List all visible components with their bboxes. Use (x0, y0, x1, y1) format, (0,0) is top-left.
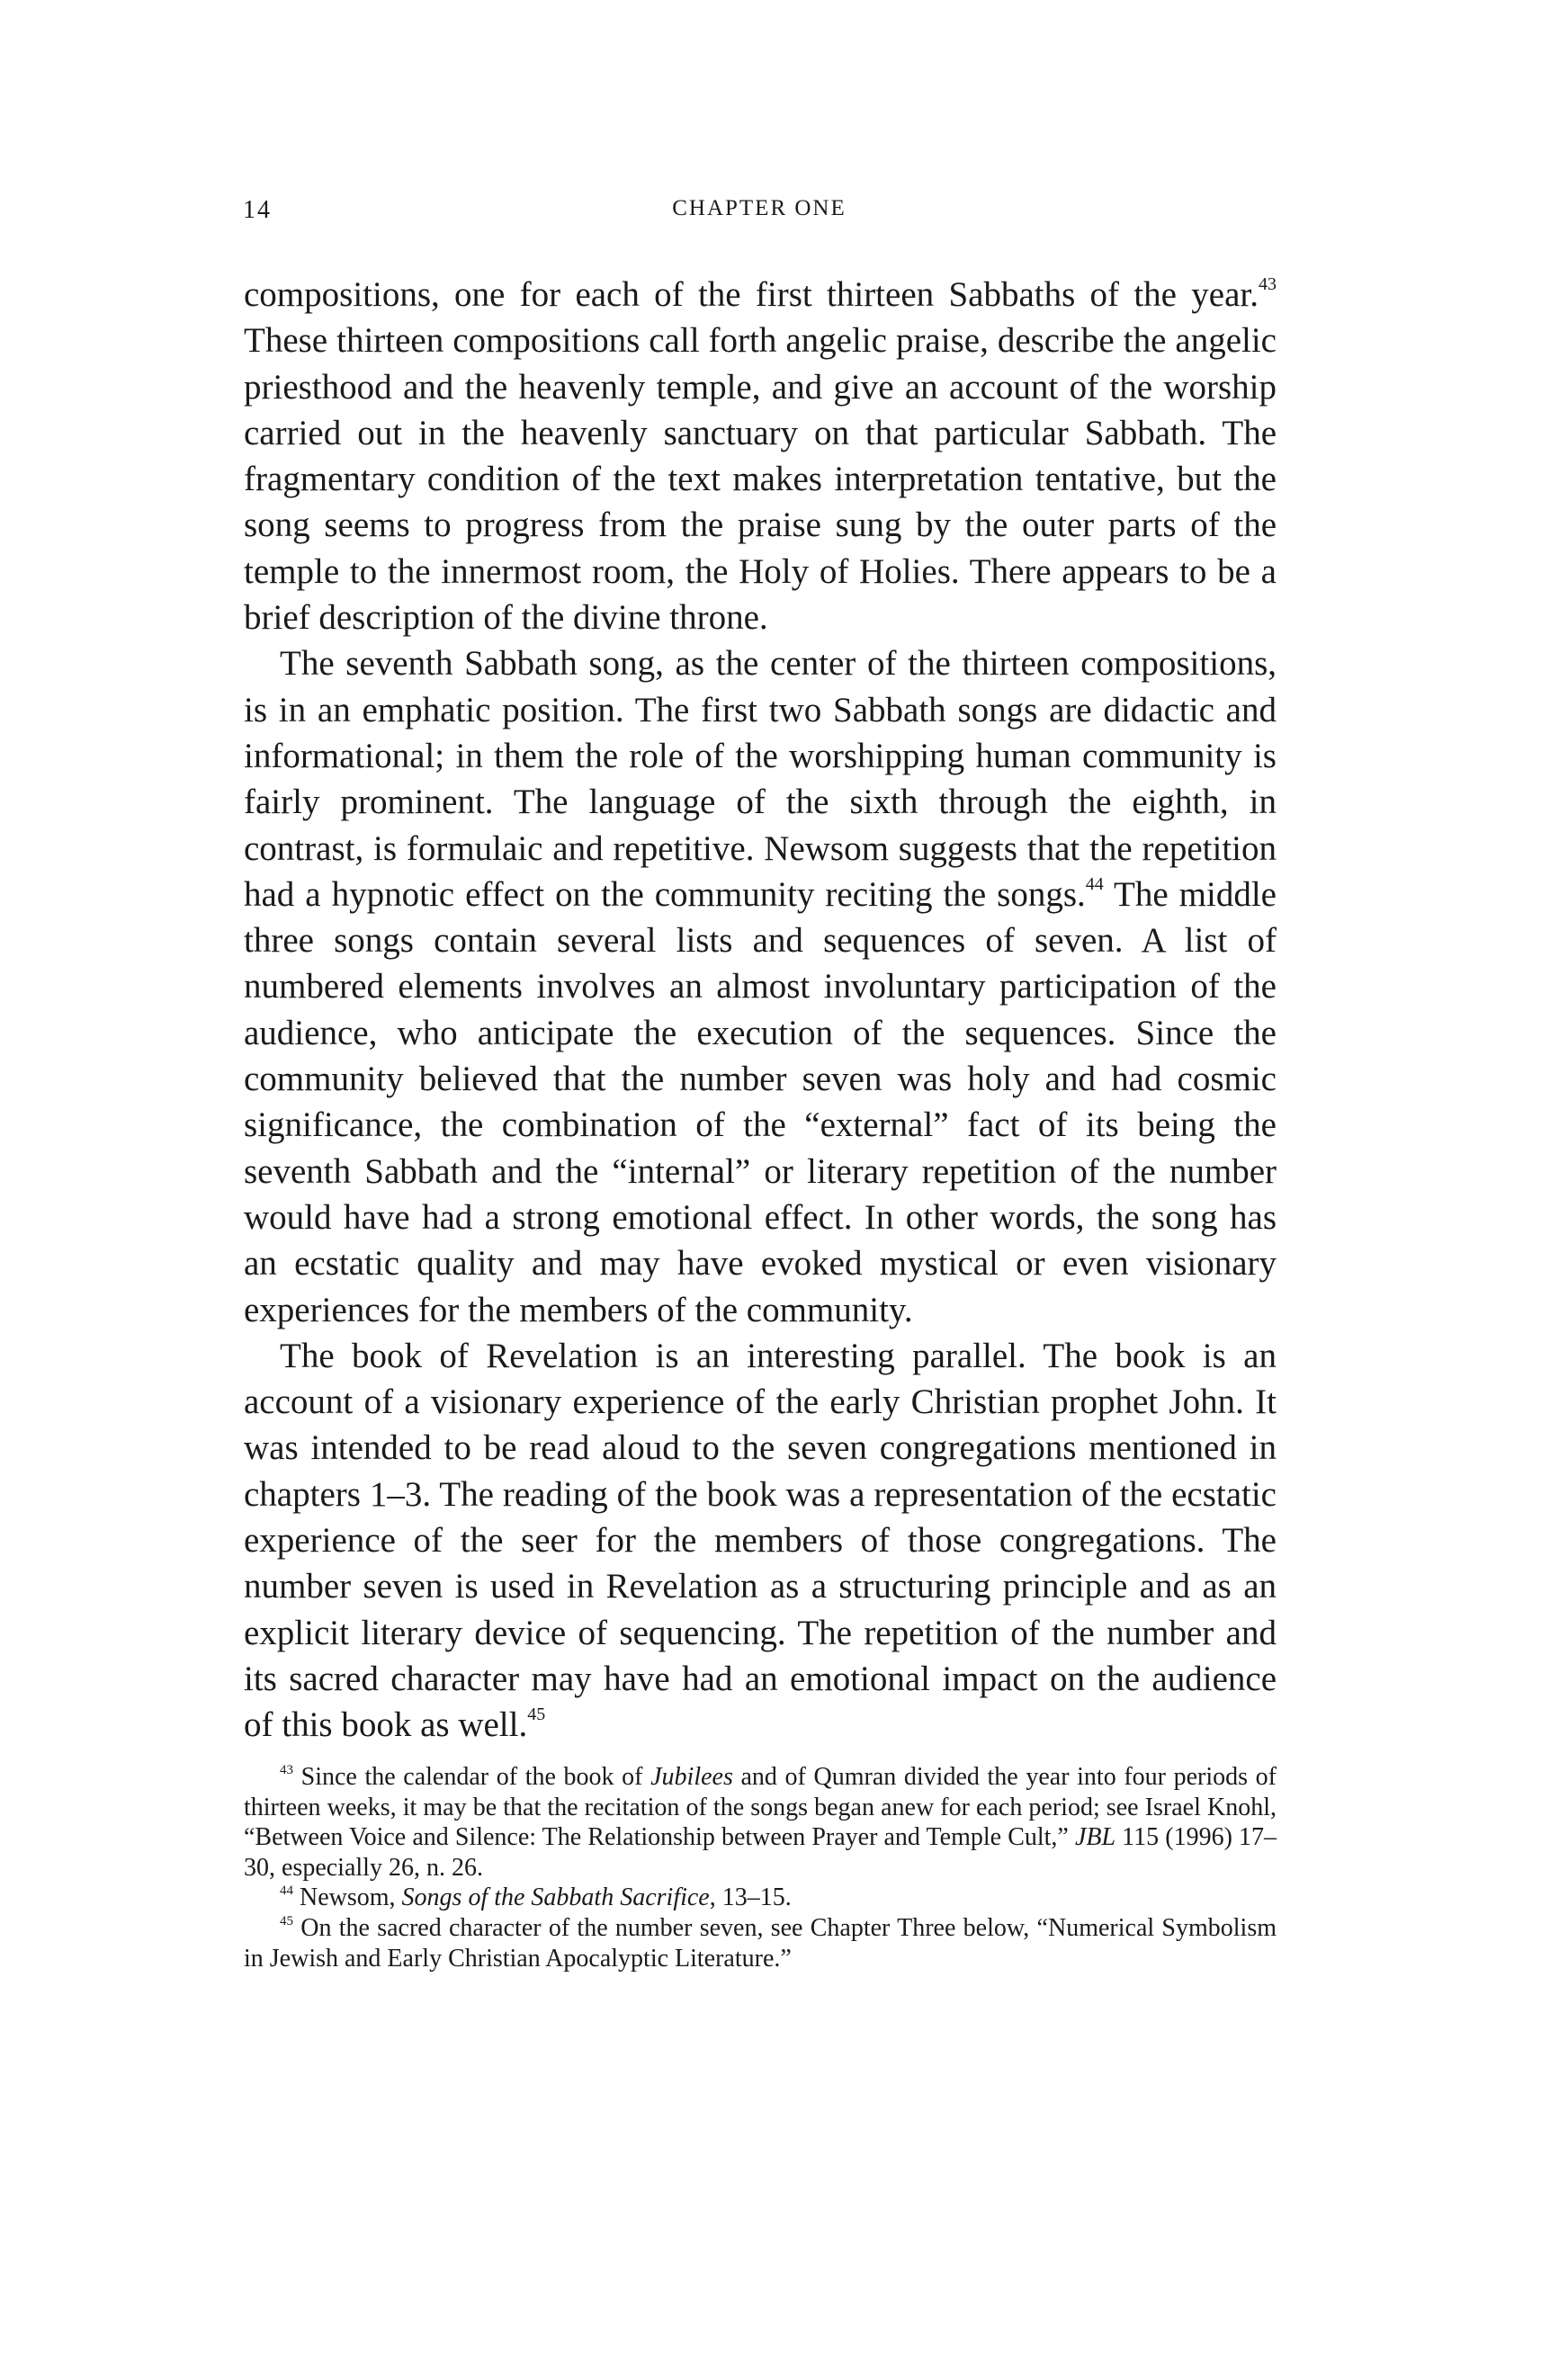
text-run: These thirteen compositions call forth angelic praise, describe the angelic priesthood and the heavenly temple, and give an account of the worship carried out in the heavenly sanctuary on that particular Sabbath. The fragmentary condition of the text makes interpretation tentative, but the song seems to progress from the praise sung by the outer parts of the temple to the innermost room, the Holy of Holies. There appears to be a brief description of the divine throne. (244, 321, 1277, 638)
text-run: On the sacred character of the number seven, see Chapter Three below, “Numerical Symbolism in Jewish and Early Christian Apocalyptic Literature.” (244, 1913, 1277, 1973)
text-run: The book of Revelation is an interesting parallel. The book is an account of a visionary experience of the early Christian prophet John. It was intended to be read aloud to the seven congregations mentioned in chapters 1–3. The reading of the book was a representation of the ecstatic experience of the seer for the members of those congregations. The number seven is used in Revelation as a structuring principle and as an explicit literary device of sequencing. The repetition of the number and its sacred character may have had an emotional impact on the audience of this book as well. (244, 1336, 1277, 1745)
footnotes (244, 1762, 1277, 1973)
body-paragraph (244, 272, 1277, 640)
text-run: The middle three songs contain several lists and sequences of seven. A list of numbered elements involves an almost involuntary participation of the audience, who anticipate the execution of the sequences. Since the community believed that the number seven was holy and had cosmic significance, the combination of the “external” fact of its being the seventh Sabbath and the “internal” or literary repetition of the number would have had a strong emotional effect. In other words, the song has an ecstatic quality and may have evoked mystical or even visionary experiences for the members of the community. (244, 874, 1277, 1329)
chapter-title: CHAPTER ONE (672, 196, 847, 220)
footnote-ref: 45 (280, 1913, 293, 1928)
running-head (243, 196, 1276, 232)
text-run: , 13–15. (709, 1883, 792, 1912)
footnote-ref: 45 (527, 1704, 546, 1725)
body-paragraph (244, 1333, 1277, 1749)
footnote-ref: 43 (280, 1763, 293, 1777)
italic-text: Jubilees (650, 1763, 733, 1791)
footnote-ref: 43 (1259, 274, 1277, 294)
footnote-ref: 44 (280, 1883, 293, 1899)
body-paragraph (244, 640, 1277, 1332)
footnote (244, 1883, 1277, 1913)
footnote-ref: 44 (1085, 873, 1104, 894)
italic-text: Songs of the Sabbath Sacrifice (401, 1883, 710, 1912)
text-run: The seventh Sabbath song, as the center of the thirteen compositions, is in an emphatic position. The first two Sabbath songs are didactic and informational; in them the role of the worshipping human community is fairly prominent. The language of the sixth through the eighth, in contrast, is formulaic and repetitive. Newsom suggests that the repetition had a hypnotic effect on the community reciting the songs. (244, 644, 1277, 914)
text-run: Since the calendar of the book of (293, 1763, 651, 1791)
footnote (244, 1913, 1277, 1973)
italic-text: JBL (1074, 1823, 1116, 1852)
text-run: Newsom, (293, 1883, 402, 1912)
footnote (244, 1762, 1277, 1883)
main-text (244, 272, 1277, 1749)
text-run: 115 (1996) 17–30, especially 26, n. 26. (244, 1823, 1277, 1882)
text-run: and of Qumran divided the year into four periods of thirteen weeks, it may be that the recitation of the songs began anew for each period; see Israel Knohl, “Between Voice and Silence: The Relationship between Prayer and Temple Cult,” (244, 1763, 1277, 1852)
text-run: compositions, one for each of the first thirteen Sabbaths of the year. (244, 275, 1259, 314)
page-number: 14 (243, 196, 272, 224)
